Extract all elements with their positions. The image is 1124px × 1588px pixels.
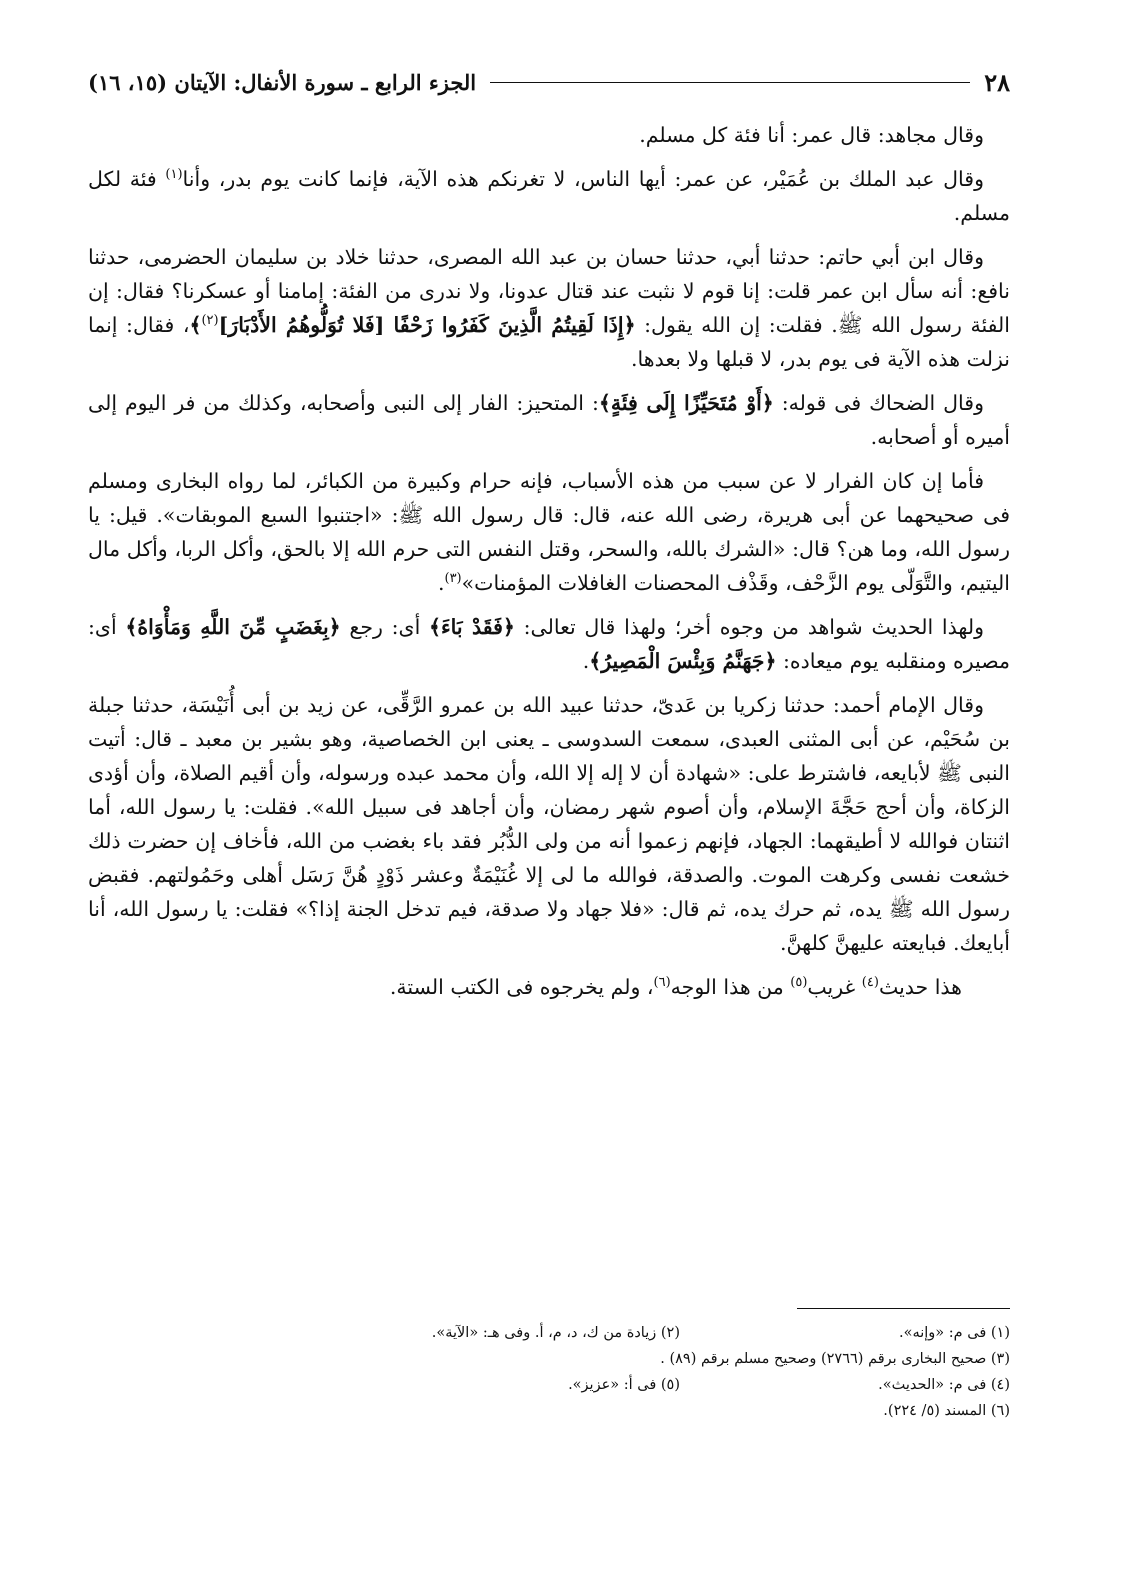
footnote-row xyxy=(300,1372,1010,1398)
paragraph xyxy=(88,688,1010,960)
footnote-row xyxy=(300,1346,1010,1372)
paragraph-text: ولهذا الحديث شواهد من وجوه أخر؛ ولهذا قال تعالى: xyxy=(514,615,984,639)
quran-quote: ﴿فَقَدْ بَاءَ﴾ xyxy=(429,615,515,639)
paragraph-text: فئة لكل مسلم. xyxy=(88,167,1010,225)
paragraph-text: وقال مجاهد: قال عمر: أنا فئة كل مسلم. xyxy=(639,123,984,147)
running-title: الجزء الرابع ـ سورة الأنفال: الآيتان (١٥، ١٦) xyxy=(88,69,477,95)
paragraph-text: غريب xyxy=(807,975,862,999)
footnote-6: (٦) المسند (٥/ ٢٢٤). xyxy=(883,1403,1010,1419)
quran-quote: ﴿جَهَنَّمُ وَبِئْسَ الْمَصِيرُ﴾ xyxy=(589,649,777,673)
footnote-ref: (٤) xyxy=(861,975,879,991)
footnote-ref: (٣) xyxy=(444,571,462,587)
page-header xyxy=(88,62,1010,102)
paragraph xyxy=(88,610,1010,678)
paragraph-text: هذا حديث xyxy=(878,975,962,999)
paragraph-text: من هذا الوجه xyxy=(670,975,791,999)
page-number: ٢٨ xyxy=(984,67,1010,97)
paragraph-text: وقال عبد الملك بن عُمَيْر، عن عمر: أيها الناس، لا تغرنكم هذه الآية، فإنما كانت يوم بدر، وأنا xyxy=(182,167,984,191)
paragraph-text: . xyxy=(437,571,445,595)
paragraph xyxy=(88,970,1010,1004)
quran-quote: ﴿بِغَضَبٍ مِّنَ اللَّهِ وَمَأْوَاهُ﴾ xyxy=(125,615,341,639)
paragraph-text: : المتحيز: الفار إلى النبى وأصحابه، وكذلك من فر اليوم إلى أميره أو أصحابه. xyxy=(88,391,1010,449)
paragraph xyxy=(88,386,1010,454)
quran-quote-end: ﴾ xyxy=(189,313,202,337)
paragraph-text: أى: رجع xyxy=(340,615,429,639)
footnote-ref: (٥) xyxy=(790,975,808,991)
paragraph-text: وقال الإمام أحمد: حدثنا زكريا بن عَدىّ، حدثنا عبيد الله بن عمرو الرَّقِّى، عن زيد بن أبى أُنَيْسَة، حدثنا جبلة بن سُحَيْم، عن أبى المثنى العبدى، سمعت السدوسى ـ يعنى ابن الخصاصية، وهو بشير بن معبد ـ قال: أتيت النبى ﷺ لأبايعه، فاشترط على: «شهادة أن لا إله إلا الله، وأن محمد عبده ورسوله، وأن أقيم الصلاة، وأن أؤدى الزكاة، وأن أحج حَجَّةَ الإسلام، وأن أصوم شهر رمضان، وأن أجاهد فى سبيل الله». فقلت: يا رسول الله، أما اثنتان فوالله لا أطيقهما: الجهاد، فإنهم زعموا أنه من ولى الدُّبُر فقد باء بغضب من الله، فأخاف إن حضرت ذلك خشعت نفسى وكرهت الموت. والصدقة، فوالله ما لى إلا غُنَيْمَةٌ وعشر ذَوْدٍ هُنَّ رَسَل أهلى وحَمُولتهم. فقبض رسول الله ﷺ يده، ثم حرك يده، ثم قال: «فلا جهاد ولا صدقة، فيم تدخل الجنة إذا؟» فقلت: يا رسول الله، أنا أبايعك. فبايعته عليهنَّ كلهنَّ. xyxy=(88,693,1010,955)
paragraph-text: وقال ابن أبي حاتم: حدثنا أبي، حدثنا حسان بن عبد الله المصرى، حدثنا خلاد بن سليمان الحضرمى، حدثنا نافع: أنه سأل ابن عمر قلت: إنا قوم لا نثبت عند قتال عدونا، ولا ندرى من الفئة: إمامنا أو عسكرنا؟ فقال: إن الفئة رسول الله ﷺ. فقلت: إن الله يقول: xyxy=(88,245,1010,337)
footnote-3: (٣) صحيح البخارى برقم (٢٧٦٦) وصحيح مسلم برقم (٨٩) . xyxy=(660,1351,1010,1367)
paragraph-text: ، ولم يخرجوه فى الكتب الستة. xyxy=(389,975,654,999)
paragraph xyxy=(88,464,1010,600)
paragraph xyxy=(88,118,1010,152)
footnotes xyxy=(300,1320,1010,1424)
paragraph-text: فأما إن كان الفرار لا عن سبب من هذه الأسباب، فإنه حرام وكبيرة من الكبائر، لما رواه البخارى ومسلم فى صحيحهما عن أبى هريرة، رضى الله عنه، قال: قال رسول الله ﷺ: «اجتنبوا السبع الموبقات». قيل: يا رسول الله، وما هن؟ قال: «الشرك بالله، والسحر، وقتل النفس التى حرم الله إلا بالحق، وأكل الربا، وأكل مال اليتيم، والتَّوَلّى يوم الزَّحْف، وقَذْف المحصنات الغافلات المؤمنات» xyxy=(88,469,1010,595)
footnote-4: (٤) فى م: «الحديث». xyxy=(878,1377,1010,1393)
footnote-row xyxy=(300,1320,1010,1346)
footnote-ref: (٦) xyxy=(653,975,671,991)
quran-quote: ﴿أَوْ مُتَحَيِّزًا إِلَى فِئَةٍ﴾ xyxy=(598,391,774,415)
footnote-2: (٢) زيادة من ك، د، م، أ. وفى هـ: «الآية». xyxy=(431,1325,680,1341)
paragraph xyxy=(88,240,1010,376)
paragraph-text: وقال الضحاك فى قوله: xyxy=(773,391,984,415)
quran-quote: ﴿إِذَا لَقِيتُمُ الَّذِينَ كَفَرُوا زَحْفًا [فَلا تُوَلُّوهُمُ الأَدْبَارَ] xyxy=(218,313,636,337)
footnote-row xyxy=(300,1398,1010,1424)
header-rule xyxy=(490,82,970,83)
main-text xyxy=(88,118,1010,1014)
footnote-ref: (١) xyxy=(165,167,183,183)
footnote-1: (١) فى م: «وإنه». xyxy=(898,1325,1010,1341)
footnote-ref: (٢) xyxy=(201,313,219,329)
footnote-5: (٥) فى أ: «عزيز». xyxy=(568,1377,680,1393)
paragraph-text: ، فقال: إنما نزلت هذه الآية فى يوم بدر، لا قبلها ولا بعدها. xyxy=(88,313,1010,371)
paragraph-text: . xyxy=(582,649,590,673)
paragraph xyxy=(88,162,1010,230)
paragraph-text: أى: مصيره ومنقلبه يوم ميعاده: xyxy=(88,615,1010,673)
footnote-separator xyxy=(797,1308,1010,1309)
